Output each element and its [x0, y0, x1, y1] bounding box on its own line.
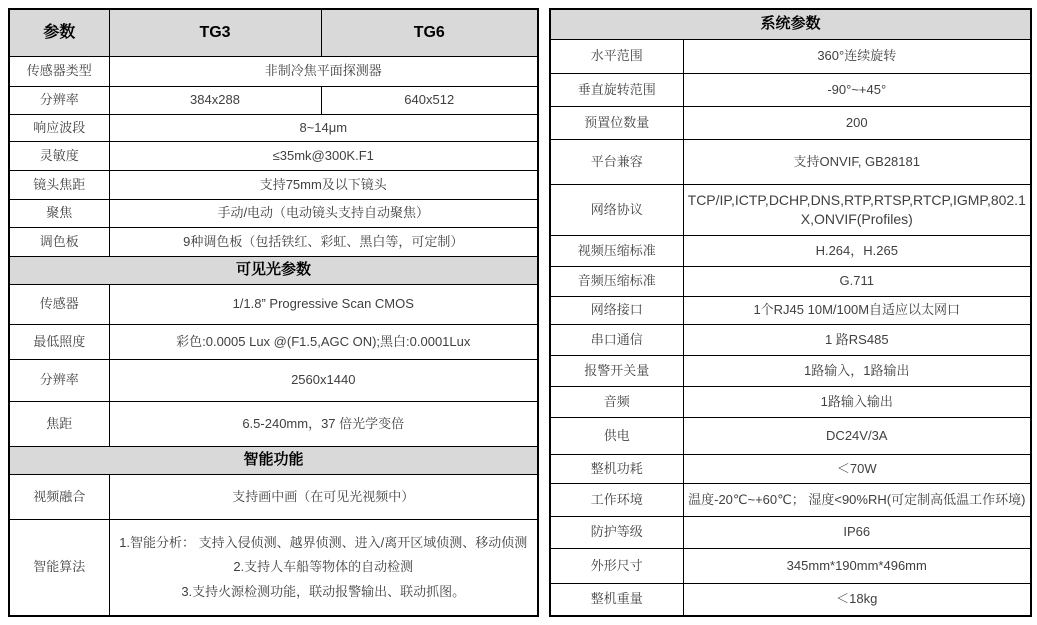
spec-label: 防护等级	[550, 516, 683, 548]
spec-value: 支持画中画（在可见光视频中）	[109, 474, 538, 519]
spec-value: 1个RJ45 10M/100M自适应以太网口	[683, 296, 1031, 324]
table-row	[9, 474, 538, 519]
algo-line-3: 3.支持火源检测功能，联动报警输出、联动抓图。	[181, 584, 466, 600]
spec-label: 平台兼容	[550, 139, 683, 184]
spec-value: 360°连续旋转	[683, 39, 1031, 73]
table-row	[550, 583, 1031, 616]
table-row	[550, 139, 1031, 184]
spec-value: 1路输入，1路输出	[683, 355, 1031, 386]
column-header-tg3: TG3	[109, 9, 321, 56]
spec-label: 响应波段	[9, 114, 109, 141]
column-header-tg6: TG6	[321, 9, 538, 56]
spec-label: 垂直旋转范围	[550, 73, 683, 106]
thermal-spec-table	[8, 8, 539, 617]
spec-value: 手动/电动（电动镜头支持自动聚焦）	[109, 199, 538, 227]
spec-value: ＜18kg	[683, 583, 1031, 616]
spec-label: 整机重量	[550, 583, 683, 616]
table-row	[9, 141, 538, 170]
spec-value: H.264，H.265	[683, 235, 1031, 266]
table-row	[550, 106, 1031, 139]
table-row	[550, 235, 1031, 266]
spec-label: 镜头焦距	[9, 170, 109, 199]
table-row	[550, 184, 1031, 235]
table-row	[550, 39, 1031, 73]
spec-value: 6.5-240mm，37 倍光学变倍	[109, 401, 538, 446]
table-row	[550, 266, 1031, 296]
spec-label: 整机功耗	[550, 454, 683, 483]
spec-label: 分辨率	[9, 359, 109, 401]
spec-label: 串口通信	[550, 324, 683, 355]
table-row	[9, 170, 538, 199]
spec-label: 分辨率	[9, 86, 109, 114]
spec-value: 彩色:0.0005 Lux @(F1.5,AGC ON);黑白:0.0001Lux	[109, 324, 538, 359]
spec-value: 非制冷焦平面探测器	[109, 56, 538, 86]
table-row	[550, 355, 1031, 386]
spec-value: 1 路RS485	[683, 324, 1031, 355]
spec-label: 传感器类型	[9, 56, 109, 86]
system-spec-table	[549, 8, 1032, 617]
table-row	[550, 454, 1031, 483]
spec-value: 温度-20℃~+60℃； 湿度<90%RH(可定制高低温工作环境)	[683, 483, 1031, 516]
spec-value: -90°~+45°	[683, 73, 1031, 106]
section-header-smart-functions: 智能功能	[9, 446, 538, 474]
spec-label: 外形尺寸	[550, 548, 683, 583]
spec-label: 工作环境	[550, 483, 683, 516]
spec-label: 视频融合	[9, 474, 109, 519]
spec-value: 9种调色板（包括铁红、彩虹、黑白等，可定制）	[109, 227, 538, 256]
table-row	[9, 114, 538, 141]
section-header-visible-light: 可见光参数	[9, 256, 538, 284]
spec-value: 8~14μm	[109, 114, 538, 141]
spec-label: 智能算法	[9, 519, 109, 616]
table-row	[550, 324, 1031, 355]
table-row	[9, 401, 538, 446]
table-row	[550, 417, 1031, 454]
spec-label: 焦距	[9, 401, 109, 446]
table-row	[9, 519, 538, 616]
spec-value: ＜70W	[683, 454, 1031, 483]
spec-label: 水平范围	[550, 39, 683, 73]
table-row	[550, 548, 1031, 583]
column-header-param: 参数	[9, 9, 109, 56]
spec-label: 供电	[550, 417, 683, 454]
spec-value-multiline	[109, 519, 538, 616]
spec-label: 最低照度	[9, 324, 109, 359]
section-header-system-params: 系统参数	[550, 9, 1031, 39]
algo-line-2: 2.支持人车船等物体的自动检测	[233, 559, 414, 575]
spec-value: 支持75mm及以下镜头	[109, 170, 538, 199]
table-row	[550, 386, 1031, 417]
spec-value: ≤35mk@300K.F1	[109, 141, 538, 170]
spec-label: 音频压缩标准	[550, 266, 683, 296]
spec-label: 报警开关量	[550, 355, 683, 386]
table-row	[550, 73, 1031, 106]
spec-value: 345mm*190mm*496mm	[683, 548, 1031, 583]
spec-value: TCP/IP,ICTP,DCHP,DNS,RTP,RTSP,RTCP,IGMP,802.1X,ONVIF(Profiles)	[683, 184, 1031, 235]
spec-label: 网络协议	[550, 184, 683, 235]
spec-label: 调色板	[9, 227, 109, 256]
spec-label: 传感器	[9, 284, 109, 324]
spec-value: DC24V/3A	[683, 417, 1031, 454]
spec-value-tg3: 384x288	[109, 86, 321, 114]
spec-value: 2560x1440	[109, 359, 538, 401]
algo-line-1: 1.智能分析： 支持入侵侦测、越界侦测、进入/离开区域侦测、移动侦测	[119, 534, 528, 550]
spec-label: 聚焦	[9, 199, 109, 227]
spec-label: 音频	[550, 386, 683, 417]
table-row	[550, 296, 1031, 324]
spec-label: 预置位数量	[550, 106, 683, 139]
spec-value: 1/1.8” Progressive Scan CMOS	[109, 284, 538, 324]
spec-value: 1路输入输出	[683, 386, 1031, 417]
spec-value: G.711	[683, 266, 1031, 296]
table-row	[550, 516, 1031, 548]
spec-value: 200	[683, 106, 1031, 139]
table-row	[9, 359, 538, 401]
spec-label: 灵敏度	[9, 141, 109, 170]
spec-value: IP66	[683, 516, 1031, 548]
table-row	[9, 199, 538, 227]
spec-value: 支持ONVIF, GB28181	[683, 139, 1031, 184]
spec-label: 网络接口	[550, 296, 683, 324]
table-row	[9, 284, 538, 324]
table-row	[9, 86, 538, 114]
table-row	[9, 56, 538, 86]
spec-value-tg6: 640x512	[321, 86, 538, 114]
table-row	[9, 227, 538, 256]
table-row	[9, 324, 538, 359]
spec-label: 视频压缩标准	[550, 235, 683, 266]
table-row	[550, 483, 1031, 516]
